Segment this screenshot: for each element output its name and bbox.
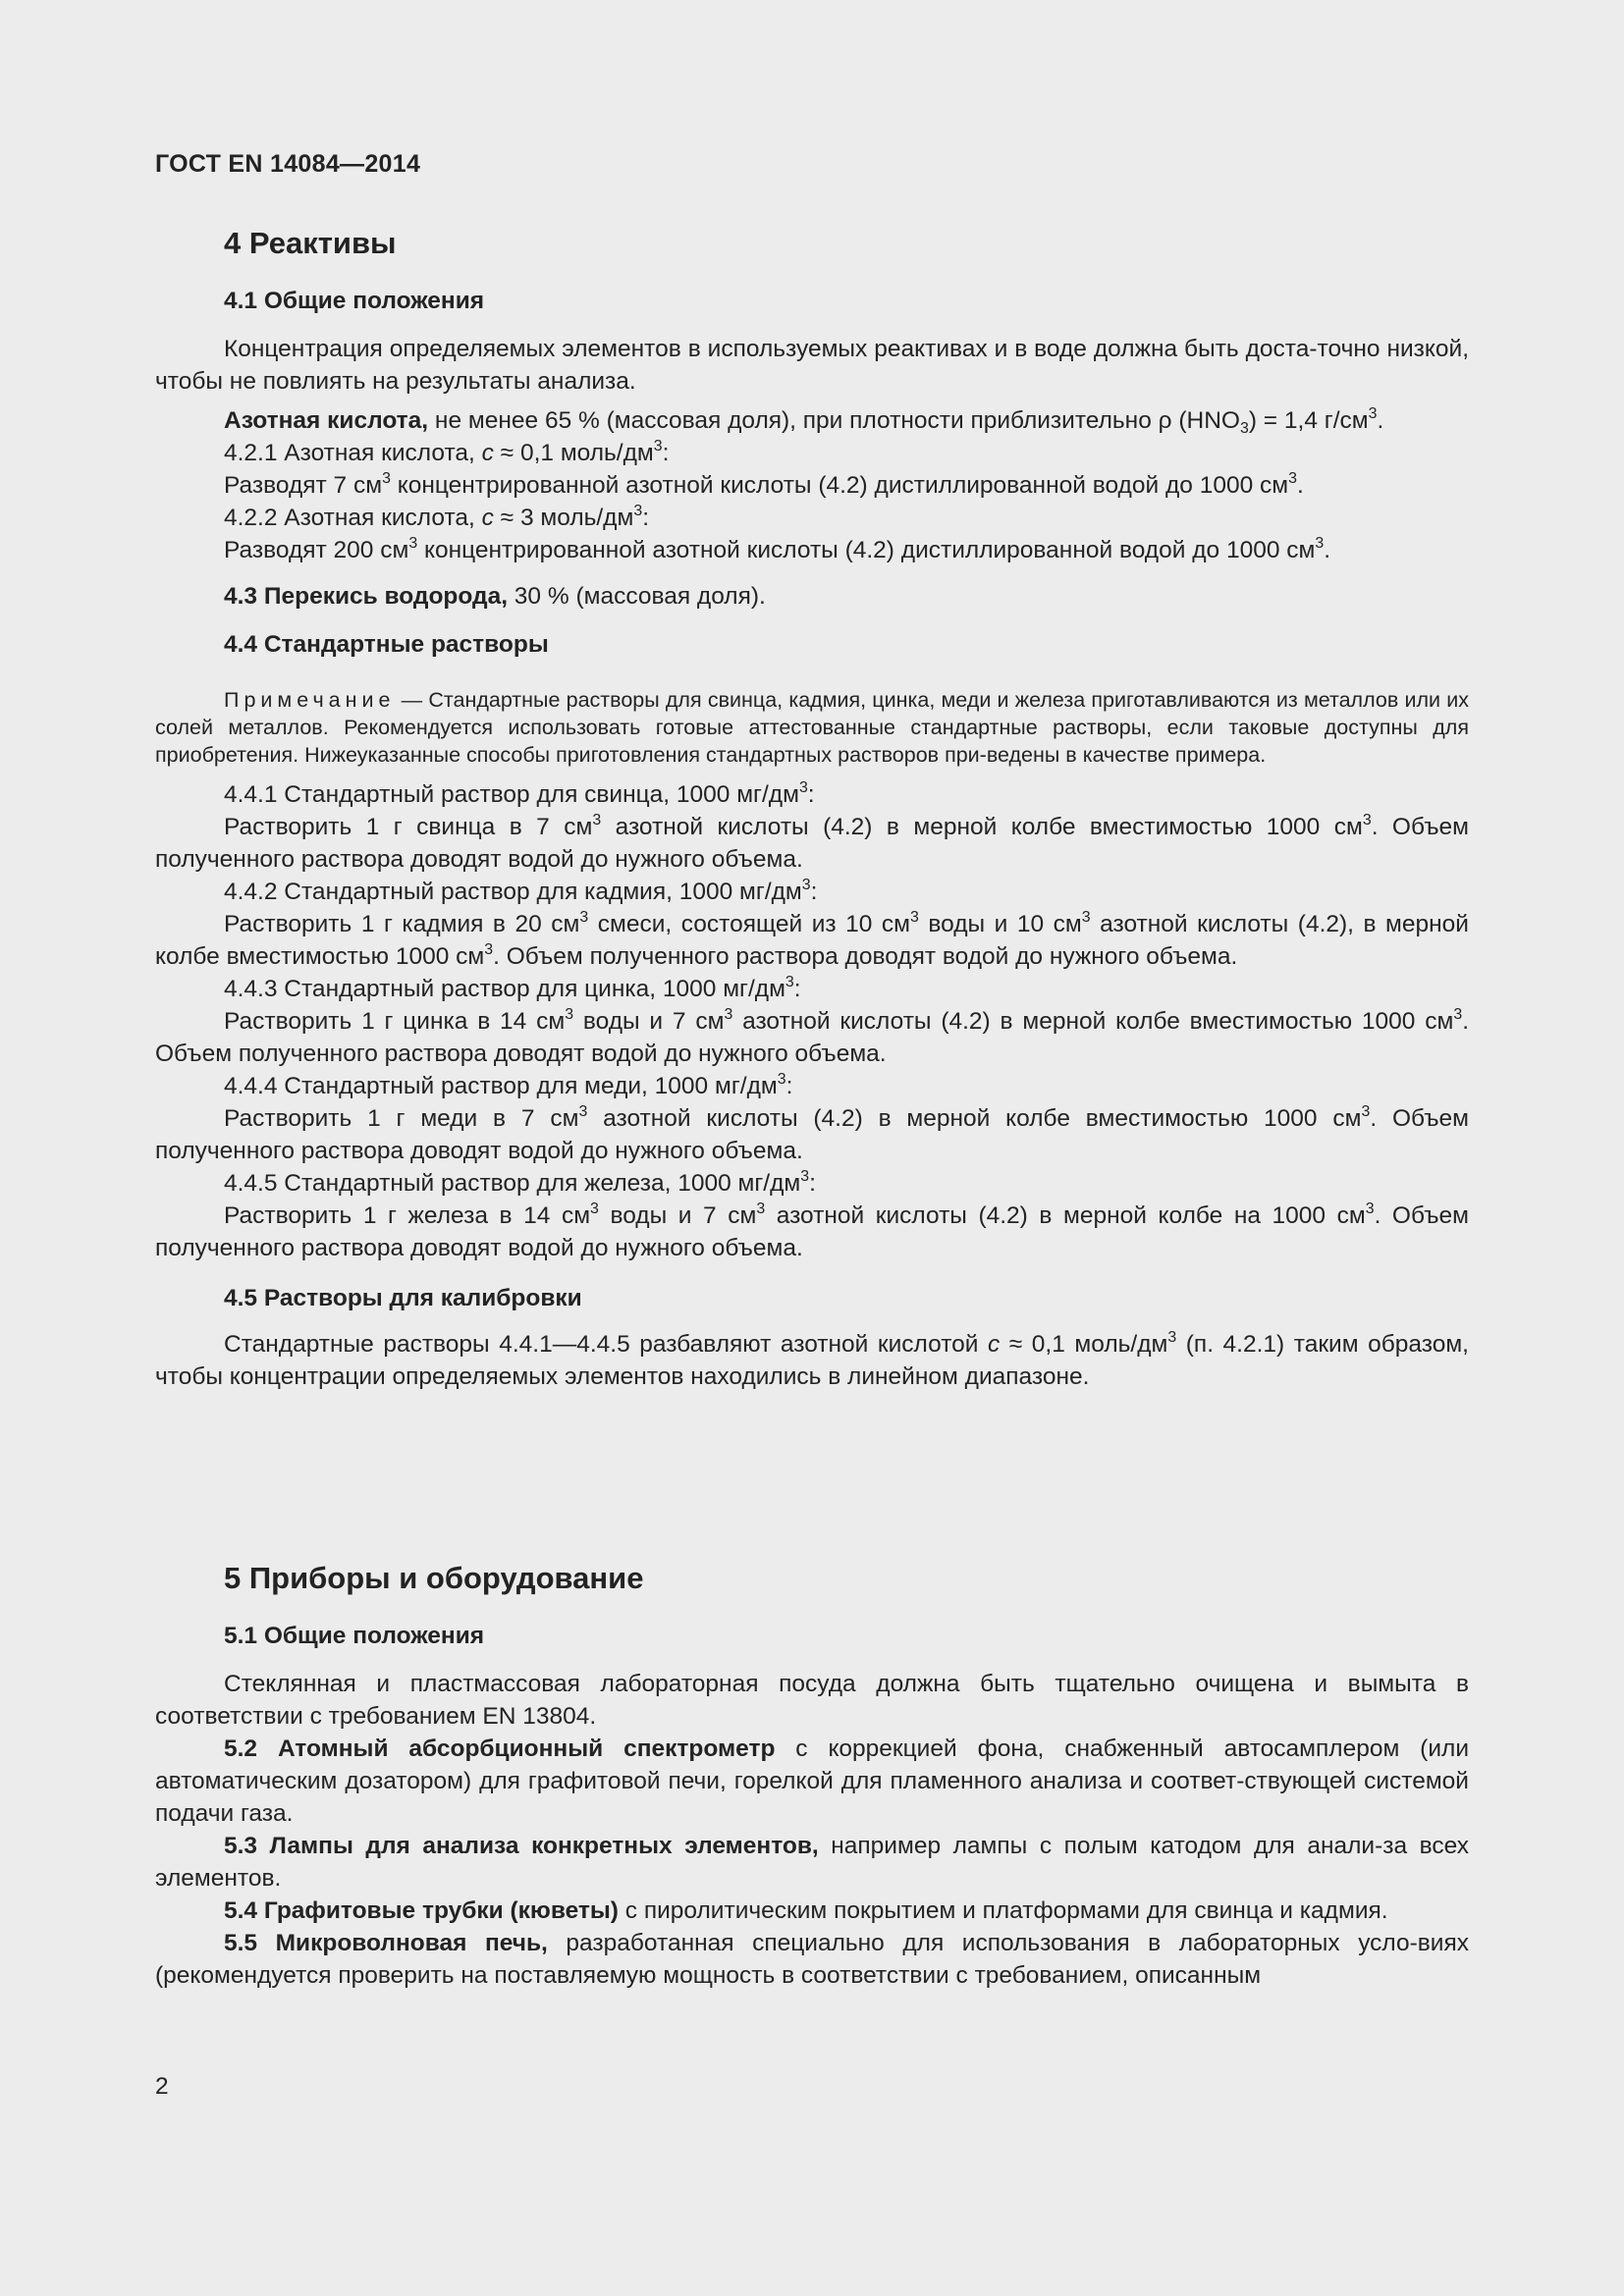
section-5-4: 5.4 Графитовые трубки (кюветы) с пиролитическим покрытием и платформами для свинца и кадмия.	[224, 1897, 1388, 1924]
section-4-4-2-title: 4.4.2 Стандартный раствор для кадмия, 1000 $мг/дм^3$:	[224, 877, 818, 905]
section-4-body	[155, 285, 1469, 1393]
section-4-1-title: 4.1 Общие положения	[224, 288, 485, 314]
section-4-4-5-title: 4.4.5 Стандартный раствор для железа, 1000 $мг/дм^3$:	[224, 1168, 816, 1197]
section-4-4-3-text: Растворить 1 г цинка в 14 $см^3$ воды и 7 $см^3$ азотной кислоты (4.2) в мерной колбе вместимостью 1000 $см^3$. Объем полученного раствора доводят водой до нужного объема.	[155, 1006, 1470, 1067]
section-4-2-1-text: Разводят 7 $см^3$ концентрированной азотной кислоты (4.2) дистиллированной водой до 1000 $см^3$.	[224, 470, 1304, 499]
section-4-2: Азотная кислота, не менее 65 % (массовая доля), при плотности приблизительно ρ $(HNO_3) = 1,4$ $г/см^3$.	[224, 405, 1384, 437]
section-5-1-title: 5.1 Общие положения	[224, 1623, 485, 1649]
note	[155, 686, 1469, 769]
section-4-1-text: Концентрация определяемых элементов в используемых реактивах и в воде должна быть доста-точно низкой, чтобы не повлиять на результаты анализа.	[155, 336, 1469, 395]
section-4-2-2-title: 4.2.2 Азотная кислота, c ≈ 3 моль/$дм^3$:	[224, 503, 649, 531]
note-text: — Стандартные растворы для свинца, кадмия, цинка, меди и железа приготавливаются из металлов или их солей металлов. Рекомендуется использовать готовые аттестованные стандартные растворы, если таковые доступны для приобретения. Нижеуказанные способы приготовления стандартных растворов при-ведены в качестве примера.	[155, 688, 1469, 767]
section-5-title: 5 Приборы и оборудование	[224, 1561, 644, 1595]
section-4-4-4-title: 4.4.4 Стандартный раствор для меди, 1000 $мг/дм^3$:	[224, 1071, 793, 1099]
section-5-5: 5.5 Микроволновая печь, разработанная специально для использования в лабораторных усло-виях (рекомендуется проверить на поставляемую мощность в соответствии с требованием, описанным	[155, 1930, 1469, 1989]
section-4-4-3-title: 4.4.3 Стандартный раствор для цинка, 1000 $мг/дм^3$:	[224, 974, 801, 1002]
page-number: 2	[155, 2073, 169, 2100]
section-4-4-5-text: Растворить 1 г железа в 14 $см^3$ воды и 7 $см^3$ азотной кислоты (4.2) в мерной колбе на 1000 $см^3$. Объем полученного раствора доводят водой до нужного объема.	[155, 1201, 1469, 1261]
section-4-5-text: Стандартные растворы 4.4.1—4.4.5 разбавляют азотной кислотой c ≈ 0,1 моль/$дм^3$ (п. 4.2.1) таким образом, чтобы концентрации определяемых элементов находились в линейном диапазоне.	[155, 1329, 1469, 1390]
section-4-4-2-text: Растворить 1 г кадмия в 20 $см^3$ смеси, состоящей из 10 $см^3$ воды и 10 $см^3$ азотной кислоты (4.2), в мерной колбе вместимостью 1000 $см^3$. Объем полученного раствора доводят водой до нужного объема.	[155, 909, 1469, 970]
section-4-2-2-text: Разводят 200 $см^3$ концентрированной азотной кислоты (4.2) дистиллированной водой до 1000 $см^3$.	[224, 535, 1331, 563]
note-label: Примечание	[224, 688, 396, 712]
section-5-1-text: Стеклянная и пластмассовая лабораторная посуда должна быть тщательно очищена и вымыта в соответствии с требованием EN 13804.	[155, 1671, 1469, 1730]
section-4-2-1-title: 4.2.1 Азотная кислота, c ≈ 0,1 моль/$дм^3$:	[224, 438, 670, 466]
section-4-5-title: 4.5 Растворы для калибровки	[224, 1285, 582, 1311]
section-4-2-name: Азотная кислота,	[224, 407, 429, 434]
section-4-2-text: не менее 65 % (массовая доля), при плотности приблизительно ρ (HNO	[428, 407, 1240, 434]
section-4-4-1-title: 4.4.1 Стандартный раствор для свинца, 1000 $мг/дм^3$:	[224, 779, 815, 808]
section-4-4-title: 4.4 Стандартные растворы	[224, 631, 549, 658]
section-4-title: 4 Реактивы	[224, 226, 397, 260]
section-4-3: 4.3 Перекись водорода, 30 % (массовая доля).	[224, 583, 766, 610]
section-5	[155, 1559, 1469, 1598]
section-4-4-4-text: Растворить 1 г меди в 7 $см^3$ азотной кислоты (4.2) в мерной колбе вместимостью 1000 $см^3$. Объем полученного раствора доводят водой до нужного объема.	[155, 1103, 1470, 1164]
section-5-2: 5.2 Атомный абсорбционный спектрометр с коррекцией фона, снабженный автосамплером (или автоматическим дозатором) для графитовой печи, горелкой для пламенного анализа и соответ-ствующей системой подачи газа.	[155, 1735, 1469, 1827]
section-4-4-1-text: Растворить 1 г свинца в 7 $см^3$ азотной кислоты (4.2) в мерной колбе вместимостью 1000 $см^3$. Объем полученного раствора доводят водой до нужного объема.	[155, 812, 1469, 873]
section-5-body	[155, 1620, 1469, 1992]
document-header: ГОСТ EN 14084—2014	[155, 150, 421, 178]
section-5-3: 5.3 Лампы для анализа конкретных элементов, например лампы с полым катодом для анали-за всех элементов.	[155, 1833, 1470, 1892]
section-4	[155, 224, 1469, 263]
